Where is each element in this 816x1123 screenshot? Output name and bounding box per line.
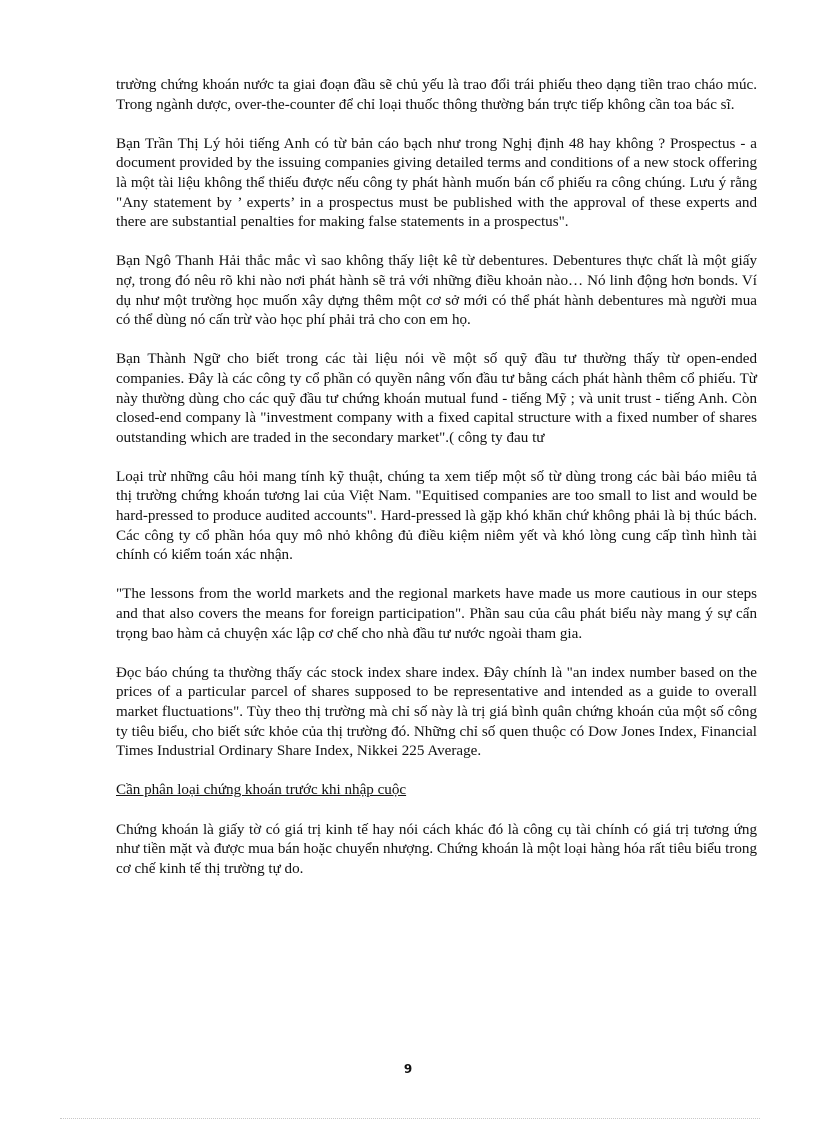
paragraph-otc: trường chứng khoán nước ta giai đoạn đầu sẽ chủ yếu là trao đổi trái phiếu theo dạng tiền trao cháo múc. Trong ngành dược, over-the-counter để chỉ loại thuốc thông thường bán trực tiếp không cần toa bác sĩ.	[116, 77, 757, 113]
paragraph-stock-index: Đọc báo chúng ta thường thấy các stock index share index. Đây chính là "an index number based on the prices of a particular parcel of shares supposed to be representative and intended as a guide to overall market fluctuations". Tùy theo thị trường mà chỉ số này là trị giá bình quân chứng khoán của một số công ty tiêu biểu, cho biết sức khỏe của thị trường đó. Những chỉ số quen thuộc có Dow Jones Index, Financial Times Industrial Ordinary Share Index, Nikkei 225 Average.	[116, 664, 757, 760]
paragraph-debentures: Bạn Ngô Thanh Hải thắc mắc vì sao không thấy liệt kê từ debentures. Debentures thực chất là một giấy nợ, trong đó nêu rõ khi nào nơi phát hành sẽ trả với những điều khoản nào… Nó linh động hơn bonds. Ví dụ như một trường học muốn xây dựng thêm một cơ sở mới có thể phát hành debentures mà người mua có thể dùng nó cấn trừ vào học phí phải trả cho con em họ.	[116, 253, 757, 329]
paragraph-prospectus: Bạn Trần Thị Lý hỏi tiếng Anh có từ bản cáo bạch như trong Nghị định 48 hay không ? Prospectus - a document provided by the issuing companies giving detailed terms and conditions of a new stock offering là một tài liệu không thể thiếu được nếu công ty phát hành muốn bán cổ phiếu ra công chúng. Lưu ý rằng "Any statement by ’ experts’ in a prospectus must be published with the approval of these experts and there are substantial penalties for making false statements in a prospectus".	[116, 135, 757, 231]
paragraph-equitised-companies: Loại trừ những câu hỏi mang tính kỹ thuật, chúng ta xem tiếp một số từ dùng trong các bài báo miêu tả thị trường chứng khoán tương lai của Việt Nam. "Equitised companies are too small to list and would be hard-pressed to produce audited accounts". Hard-pressed là gặp khó khăn chứ không phải là bị thúc bách. Các công ty cổ phần hóa quy mô nhỏ không đủ điều kiệm niêm yết và khó lòng cung cấp tình hình tài chính có kiểm toán xác nhận.	[116, 468, 757, 564]
footer-divider	[60, 1118, 760, 1119]
page-number: 9	[403, 1062, 413, 1076]
document-page	[116, 76, 757, 899]
paragraph-lessons-world-markets: "The lessons from the world markets and the regional markets have made us more cautious in our steps and that also covers the means for foreign participation". Phần sau của câu phát biểu này mang ý sự cẩn trọng bao hàm cả chuyện xác lập cơ chế cho nhà đầu tư nước ngoài tham gia.	[116, 586, 757, 642]
paragraph-open-ended-companies: Bạn Thành Ngữ cho biết trong các tài liệu nói về một số quỹ đầu tư thường thấy từ open-ended companies. Đây là các công ty cổ phần có quyền nâng vốn đầu tư bằng cách phát hành thêm cổ phiếu. Từ này thường dùng cho các quỹ đầu tư chứng khoán mutual fund - tiếng Mỹ ; và unit trust - tiếng Anh. Còn closed-end company là "investment company with a fixed capital structure with a fixed number of shares outstanding which are traded in the secondary market".( công ty đau tư	[116, 351, 757, 446]
paragraph-securities-definition: Chứng khoán là giấy tờ có giá trị kinh tế hay nói cách khác đó là công cụ tài chính có giá trị tương ứng như tiền mặt và được mua bán hoặc chuyển nhượng. Chứng khoán là một loại hàng hóa rất tiêu biểu trong cơ chế kinh tế thị trường tự do.	[116, 821, 757, 877]
section-heading: Cần phân loại chứng khoán trước khi nhập cuộc	[116, 782, 407, 799]
